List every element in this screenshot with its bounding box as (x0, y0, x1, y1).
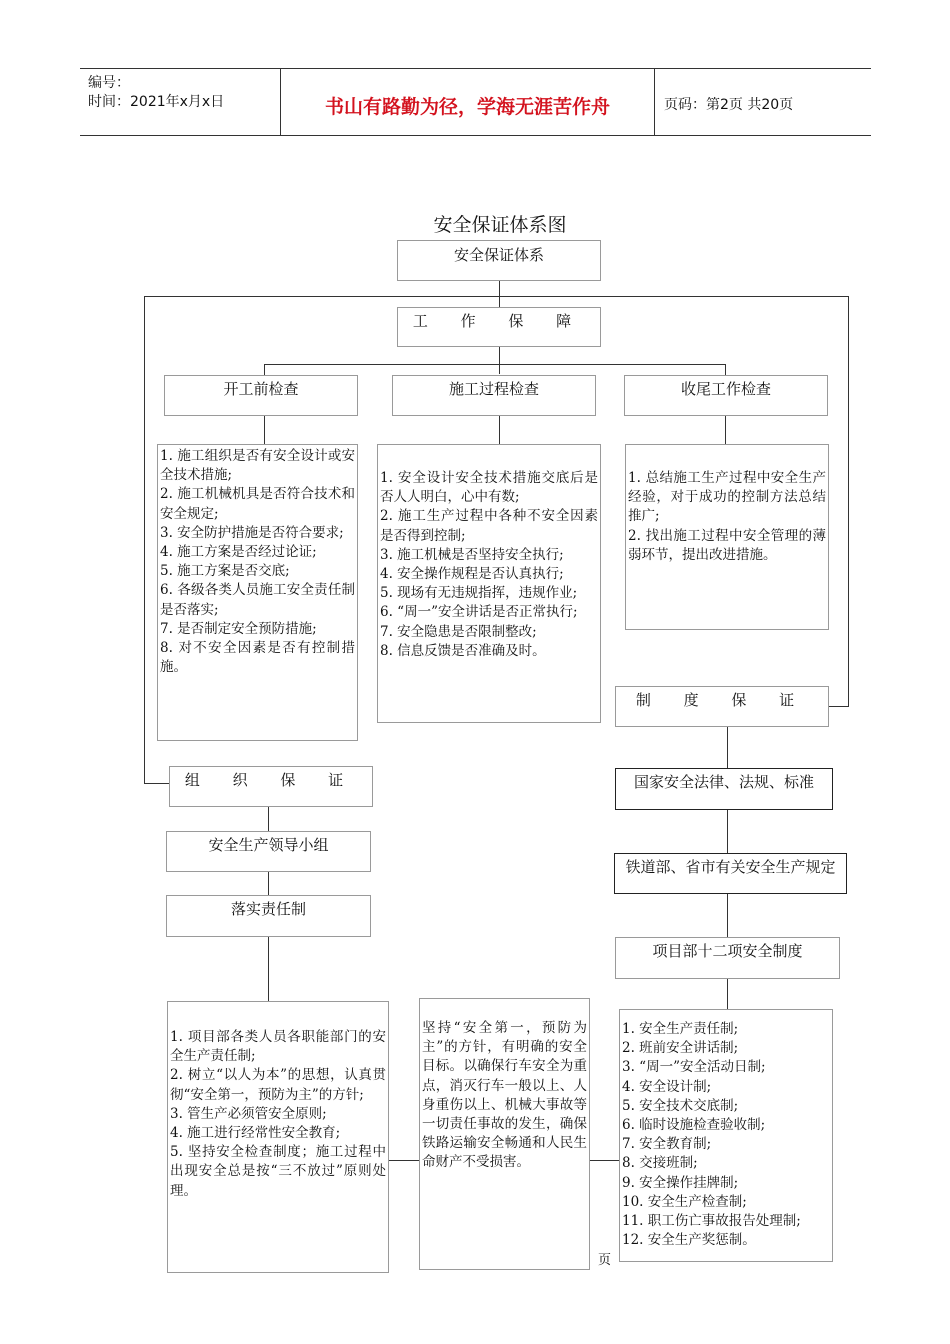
connector (590, 1160, 619, 1161)
system-guarantee-label: 制 度 保 证 (635, 691, 809, 709)
org-guarantee-label: 组 织 保 证 (184, 771, 358, 789)
railway-rules-box (614, 853, 847, 894)
responsibility-box (166, 895, 371, 937)
connector (268, 807, 269, 831)
list-item: 5. 安全技术交底制; (622, 1097, 739, 1114)
list-item: 1. 总结施工生产过程中安全生产经验，对于成功的控制方法总结推广; (628, 470, 826, 525)
national-laws-label: 国家安全法律、法规、标准 (633, 773, 814, 791)
connector (144, 783, 169, 784)
leading-group-box (166, 831, 371, 872)
system-guarantee-box (615, 686, 829, 727)
twelve-systems-box (615, 937, 840, 979)
list-item: 3. 安全防护措施是否符合要求; (160, 524, 344, 541)
list-item: 10. 安全生产检查制; (622, 1193, 747, 1210)
pre-construction-list (157, 444, 358, 741)
list-item: 3. “周一”安全活动日制; (622, 1059, 766, 1076)
list-item: 4. 安全操作规程是否认真执行; (380, 566, 564, 583)
during-construction-list (377, 444, 601, 723)
closing-work-list (625, 444, 829, 630)
header-top-rule (80, 68, 871, 69)
list-item: 1. 安全设计安全技术措施交底后是否人人明白，心中有数; (380, 470, 598, 506)
footer-page-label: 页 (598, 1253, 612, 1268)
list-item: 2. 施工生产过程中各种不安全因素是否得到控制; (380, 508, 598, 544)
connector (268, 872, 269, 895)
root-box (397, 240, 601, 281)
header-divider-right (654, 68, 655, 136)
list-item: 2. 施工机械机具是否符合技术和安全规定; (160, 486, 355, 522)
list-item: 6. 临时设施检查验收制; (622, 1117, 766, 1134)
check-label: 施工过程检查 (448, 380, 539, 398)
twelve-systems-label: 项目部十二项安全制度 (652, 942, 803, 960)
safety-policy-box (419, 998, 590, 1270)
responsibility-label: 落实责任制 (230, 900, 306, 918)
list-item: 1. 安全生产责任制; (622, 1021, 739, 1037)
work-guarantee-label: 工 作 保 障 (412, 312, 586, 330)
list-item: 12. 安全生产奖惩制。 (622, 1232, 756, 1249)
list-item: 8. 对不安全因素是否有控制措施。 (160, 640, 355, 676)
list-item: 7. 安全隐患是否限制整改; (380, 623, 537, 640)
list-item: 4. 施工方案是否经过论证; (160, 544, 317, 561)
connector (499, 416, 500, 444)
header-date-label: 时间：2021年x月x日 (88, 94, 225, 110)
list-item: 4. 施工进行经常性安全教育; (170, 1125, 341, 1142)
header-number-label: 编号： (88, 75, 130, 91)
diagram-title: 安全保证体系图 (433, 214, 567, 236)
work-guarantee-box (397, 307, 601, 347)
list-item: 1. 施工组织是否有安全设计或安全技术措施; (160, 448, 355, 484)
national-laws-box (615, 768, 833, 810)
twelve-systems-list (619, 1009, 833, 1262)
list-item: 8. 信息反馈是否准确及时。 (380, 642, 546, 659)
connector (725, 364, 726, 375)
list-item: 7. 安全教育制; (622, 1136, 712, 1153)
check-box-during-construction (392, 375, 596, 416)
connector (727, 979, 728, 1009)
connector (144, 296, 848, 297)
connector (264, 364, 726, 365)
connector (144, 296, 145, 783)
list-item: 11. 职工伤亡事故报告处理制; (622, 1213, 801, 1230)
list-item: 2. 树立“以人为本”的思想，认真贯彻“安全第一，预防为主”的方针; (170, 1067, 386, 1103)
org-guarantee-box (169, 766, 373, 807)
check-box-pre-construction (164, 375, 358, 416)
connector (264, 364, 265, 375)
connector (727, 894, 728, 937)
header-bottom-rule (80, 135, 871, 136)
leading-group-label: 安全生产领导小组 (208, 836, 329, 854)
connector (848, 296, 849, 706)
list-item: 6. “周一”安全讲话是否正常执行; (380, 604, 578, 621)
connector (727, 810, 728, 853)
list-item: 5. 坚持安全检查制度；施工过程中出现安全总是按“三不放过”原则处理。 (170, 1144, 386, 1199)
list-item: 5. 现场有无违规指挥，违规作业; (380, 585, 578, 602)
check-label: 收尾工作检查 (680, 380, 771, 398)
connector (264, 416, 265, 444)
list-item: 7. 是否制定安全预防措施; (160, 620, 317, 637)
connector (268, 937, 269, 1001)
header-page-label: 页码：第2页 共20页 (664, 97, 794, 113)
root-label: 安全保证体系 (453, 246, 544, 264)
list-item: 2. 找出施工过程中安全管理的薄弱环节，提出改进措施。 (628, 527, 826, 563)
connector (389, 1160, 419, 1161)
connector (727, 727, 728, 768)
header-motto: 书山有路勤为径，学海无涯苦作舟 (324, 96, 610, 118)
safety-policy-text: 坚持“安全第一，预防为主”的方针，有明确的安全目标。以确保行车安全为重点，消灭行车一般以上、人身重伤以上、机械大事故等一切责任事故的发生，确保铁路运输安全畅通和人民生命财产不受损害。 (422, 1020, 587, 1171)
check-box-closing-work (624, 375, 828, 416)
list-item: 1. 项目部各类人员各职能部门的安全生产责任制; (170, 1029, 386, 1065)
list-item: 9. 安全操作挂牌制; (622, 1174, 739, 1191)
responsibility-list (167, 1001, 389, 1273)
connector (725, 416, 726, 444)
list-item: 4. 安全设计制; (622, 1078, 712, 1095)
list-item: 2. 班前安全讲话制; (622, 1040, 739, 1057)
check-label: 开工前检查 (223, 380, 299, 398)
list-item: 8. 交接班制; (622, 1155, 698, 1172)
connector (499, 281, 500, 307)
connector (499, 347, 500, 374)
list-item: 6. 各级各类人员施工安全责任制是否落实; (160, 582, 355, 618)
list-item: 3. 施工机械是否坚持安全执行; (380, 546, 564, 563)
list-item: 3. 管生产必须管安全原则; (170, 1105, 327, 1122)
connector (829, 706, 849, 707)
list-item: 5. 施工方案是否交底; (160, 563, 290, 580)
railway-rules-label: 铁道部、省市有关安全生产规定 (625, 858, 836, 876)
